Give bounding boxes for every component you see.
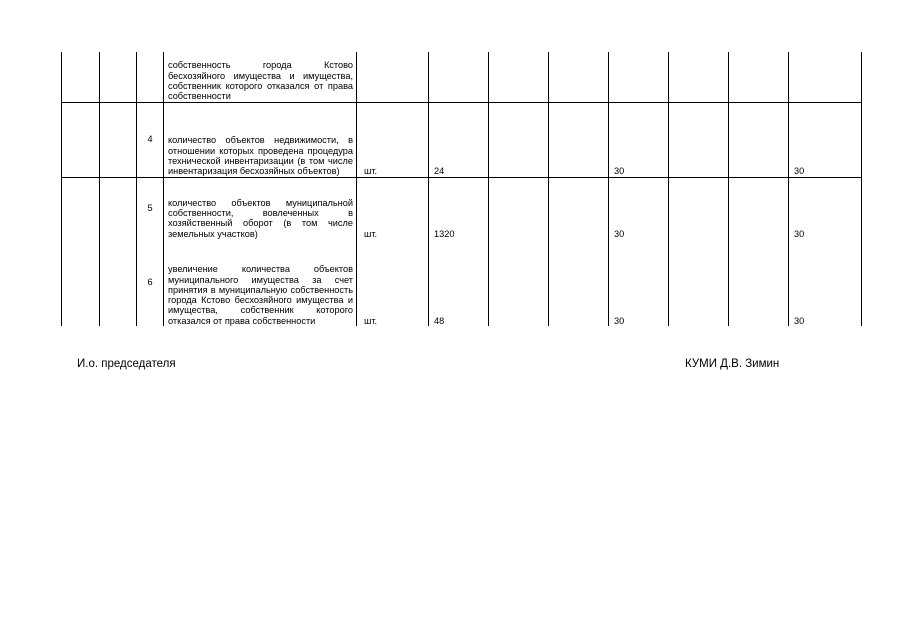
blank-cell bbox=[100, 102, 137, 177]
row-number: 5 bbox=[137, 177, 164, 239]
blank-cell bbox=[62, 239, 100, 326]
blank-cell bbox=[549, 102, 609, 177]
blank-cell bbox=[549, 52, 609, 102]
blank-cell bbox=[489, 177, 549, 239]
blank-cell bbox=[549, 177, 609, 239]
row-value-1: 30 bbox=[609, 239, 669, 326]
row-number bbox=[137, 52, 164, 102]
row-value-base: 48 bbox=[429, 239, 489, 326]
table-row bbox=[62, 239, 862, 326]
blank-cell bbox=[669, 52, 729, 102]
blank-cell bbox=[62, 52, 100, 102]
blank-cell bbox=[729, 177, 789, 239]
blank-cell bbox=[669, 239, 729, 326]
row-description: количество объектов муниципальной собственности, вовлеченных в хозяйственный оборот (в том числе земельных участков) bbox=[164, 177, 357, 239]
blank-cell bbox=[100, 239, 137, 326]
blank-cell bbox=[100, 52, 137, 102]
row-number: 4 bbox=[137, 102, 164, 177]
row-value-2: 30 bbox=[789, 239, 862, 326]
indicators-table bbox=[61, 52, 862, 326]
table-row bbox=[62, 102, 862, 177]
row-description: собственность города Кстово бесхозяйного имущества и имущества, собственник которого отказался от права собственности bbox=[164, 52, 357, 102]
row-value-2: 30 bbox=[789, 102, 862, 177]
row-value-base bbox=[429, 52, 489, 102]
blank-cell bbox=[62, 102, 100, 177]
blank-cell bbox=[489, 239, 549, 326]
row-value-base: 1320 bbox=[429, 177, 489, 239]
blank-cell bbox=[62, 177, 100, 239]
blank-cell bbox=[729, 52, 789, 102]
row-unit: шт. bbox=[357, 239, 429, 326]
blank-cell bbox=[669, 177, 729, 239]
row-value-2: 30 bbox=[789, 177, 862, 239]
row-value-1 bbox=[609, 52, 669, 102]
table-row bbox=[62, 52, 862, 102]
signatory-position: И.о. председателя bbox=[77, 358, 176, 370]
blank-cell bbox=[489, 102, 549, 177]
blank-cell bbox=[669, 102, 729, 177]
table-row bbox=[62, 177, 862, 239]
row-value-2 bbox=[789, 52, 862, 102]
row-unit bbox=[357, 52, 429, 102]
row-description: количество объектов недвижимости, в отношении которых проведена процедура технической инвентаризации (в том числе инвентаризация бесхозяйных объектов) bbox=[164, 102, 357, 177]
row-unit: шт. bbox=[357, 177, 429, 239]
row-unit: шт. bbox=[357, 102, 429, 177]
blank-cell bbox=[489, 52, 549, 102]
row-number: 6 bbox=[137, 239, 164, 326]
blank-cell bbox=[549, 239, 609, 326]
blank-cell bbox=[729, 102, 789, 177]
row-description: увеличение количества объектов муниципального имущества за счет принятия в муниципальную собственность города Кстово бесхозяйного имущества и имущества, собственник которого отказался от права собственности bbox=[164, 239, 357, 326]
row-value-base: 24 bbox=[429, 102, 489, 177]
signatory-name: КУМИ Д.В. Зимин bbox=[685, 358, 780, 370]
row-value-1: 30 bbox=[609, 177, 669, 239]
row-value-1: 30 bbox=[609, 102, 669, 177]
blank-cell bbox=[729, 239, 789, 326]
blank-cell bbox=[100, 177, 137, 239]
